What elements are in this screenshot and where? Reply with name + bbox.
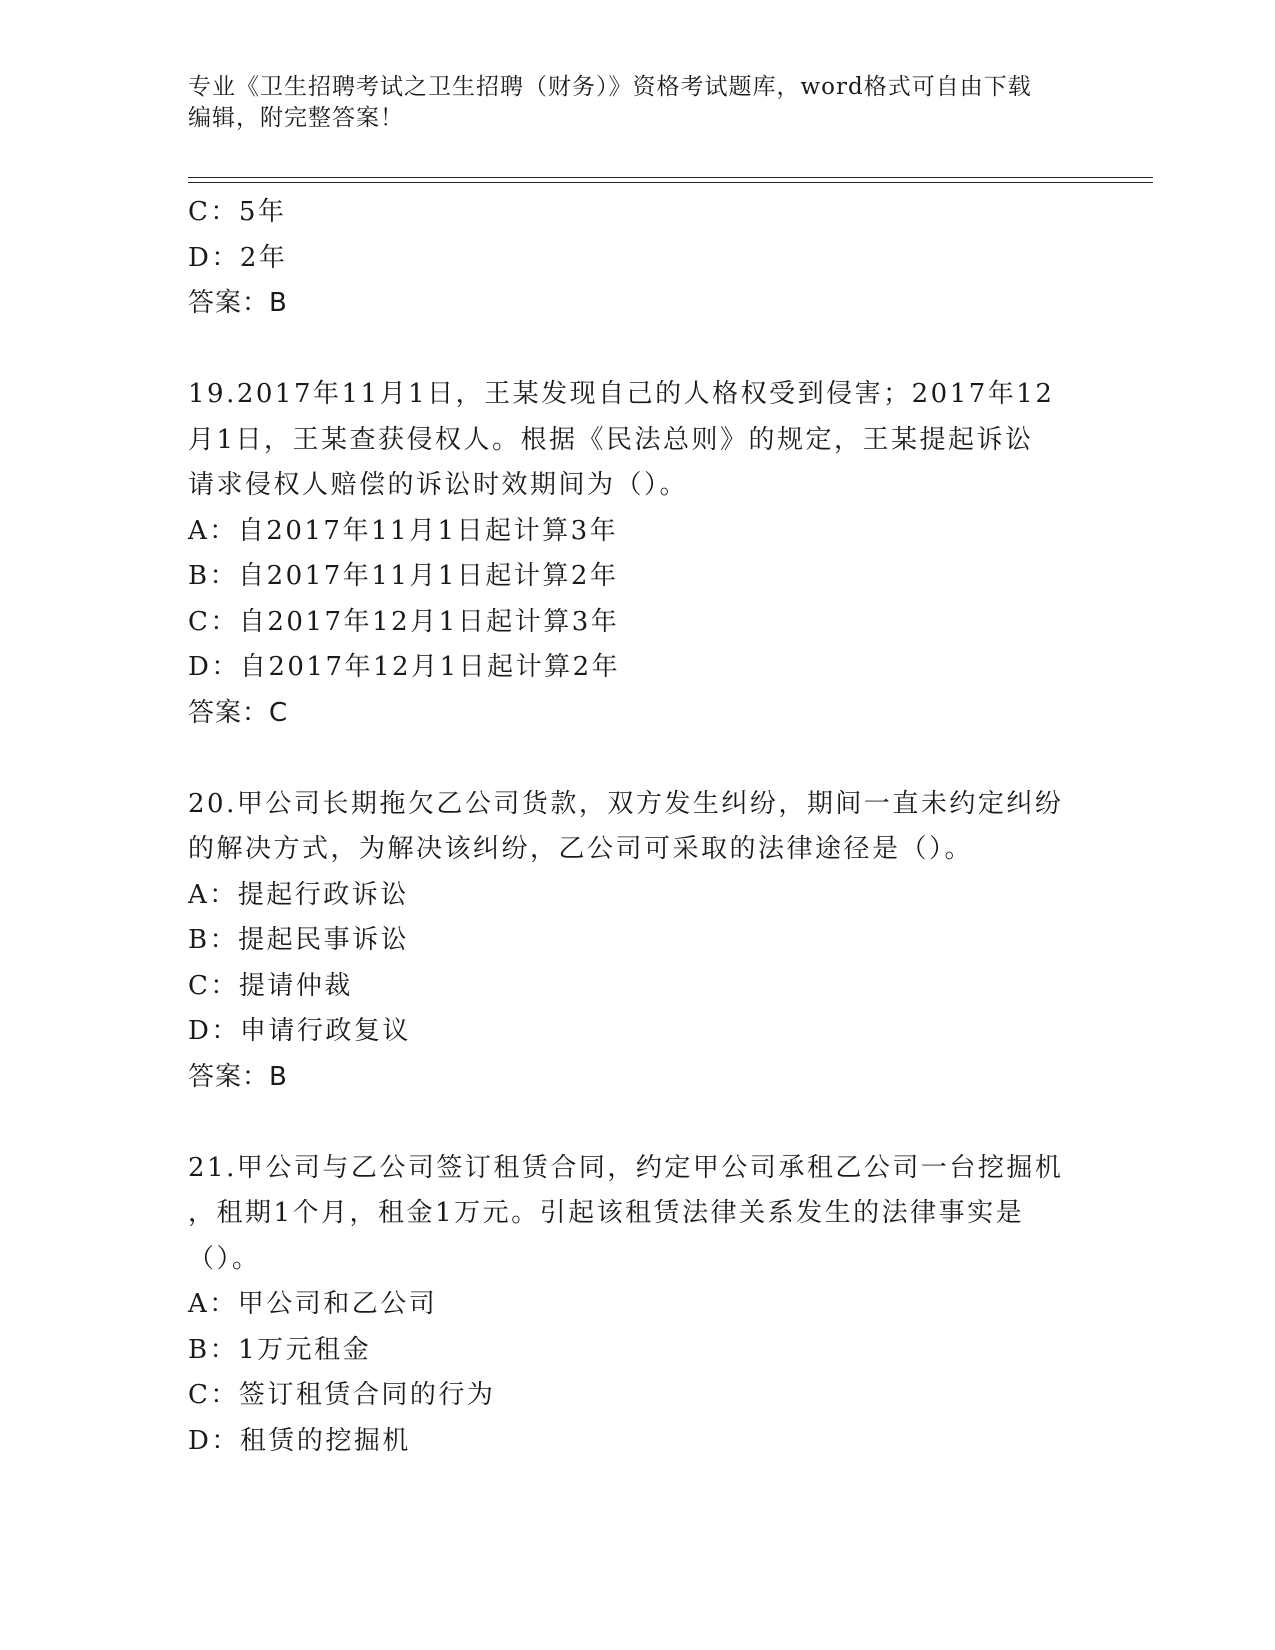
question-text-line: 21.甲公司与乙公司签订租赁合同，约定甲公司承租乙公司一台挖掘机 [188, 1152, 1064, 1183]
header-divider-top [188, 177, 1153, 178]
option-a: A：提起行政诉讼 [188, 879, 409, 910]
option-d: D：申请行政复议 [188, 1016, 411, 1046]
header-line-1: 专业《卫生招聘考试之卫生招聘（财务）》资格考试题库，word格式可自由下载 [188, 74, 1032, 100]
option-b: B：自2017年11月1日起计算2年 [188, 561, 619, 591]
question-text-line: 20.甲公司长期拖欠乙公司货款，双方发生纠纷，期间一直未约定纠纷 [188, 788, 1064, 819]
option-c: C：提请仲裁 [188, 970, 353, 1001]
answer-line: 答案：B [188, 1061, 288, 1092]
question-text-line: 的解决方式，为解决该纠纷，乙公司可采取的法律途径是（）。 [188, 834, 974, 864]
header-line-2: 编辑，附完整答案！ [188, 105, 404, 131]
option-a: A：甲公司和乙公司 [188, 1289, 438, 1319]
spacer [188, 736, 1078, 782]
spacer [188, 1100, 1078, 1146]
previous-question-tail [188, 190, 1078, 327]
question-text-line: ，租期1个月，租金1万元。引起该租赁法律关系发生的法律事实是 [188, 1198, 1025, 1228]
question-content [188, 190, 1078, 1464]
answer-line: 答案：B [188, 288, 288, 318]
question-text [188, 372, 1078, 509]
option-b: B：提起民事诉讼 [188, 925, 410, 955]
option-b: B：1万元租金 [188, 1334, 372, 1365]
question-text [188, 1146, 1078, 1283]
question-20 [188, 782, 1078, 1101]
option-c: C：5年 [188, 197, 287, 227]
question-text-line: （）。 [188, 1243, 261, 1274]
option-c: C：自2017年12月1日起计算3年 [188, 606, 620, 637]
option-d: D：2年 [188, 242, 288, 273]
option-a: A：自2017年11月1日起计算3年 [188, 515, 619, 546]
question-text [188, 782, 1078, 873]
spacer [188, 327, 1078, 373]
option-c: C：签订租赁合同的行为 [188, 1380, 496, 1410]
document-header [188, 72, 1088, 134]
option-d: D：租赁的挖掘机 [188, 1425, 411, 1456]
option-d: D：自2017年12月1日起计算2年 [188, 652, 621, 682]
question-19 [188, 372, 1078, 736]
header-divider-bottom [188, 182, 1153, 183]
question-text-line: 请求侵权人赔偿的诉讼时效期间为（）。 [188, 470, 689, 500]
question-21 [188, 1146, 1078, 1465]
question-text-line: 19.2017年11月1日，王某发现自己的人格权受到侵害；2017年12 [188, 379, 1055, 409]
question-text-line: 月1日，王某查获侵权人。根据《民法总则》的规定，王某提起诉讼 [188, 424, 1034, 455]
answer-line: 答案：C [188, 697, 289, 728]
